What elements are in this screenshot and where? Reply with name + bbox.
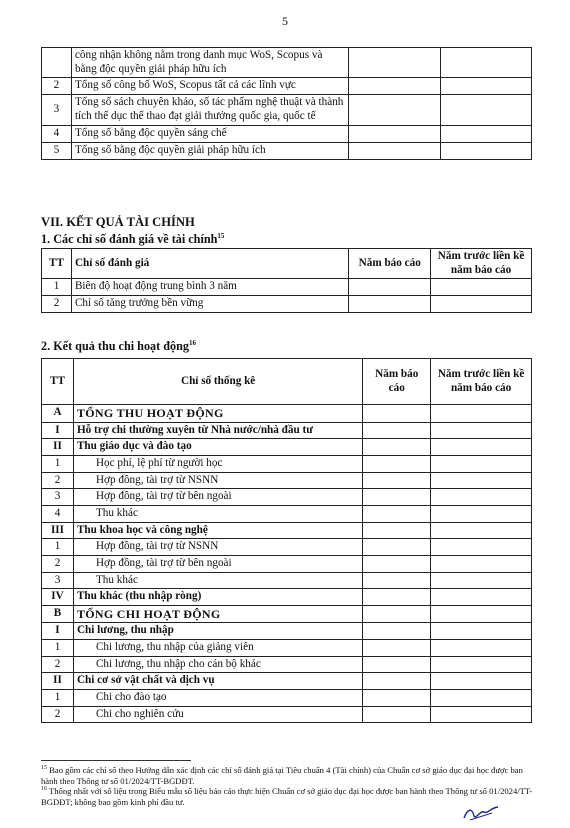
financial-indicators-table	[41, 248, 532, 313]
table-row	[42, 539, 532, 556]
page-number: 5	[282, 14, 288, 28]
row-number: 2	[42, 78, 72, 95]
table-row	[42, 489, 532, 506]
report-year-cell	[363, 589, 431, 606]
row-label: Tổng số công bố WoS, Scopus tất cả các lĩnh vực	[71, 78, 348, 95]
previous-year-cell	[431, 405, 532, 423]
footnotes	[41, 765, 533, 808]
subsection-financial-indicators: 1. Các chỉ số đánh giá về tài chính$^{15}$	[41, 232, 225, 247]
header-report-year: Năm báo cáo	[363, 359, 431, 405]
row-number	[42, 48, 72, 78]
table-row	[42, 472, 532, 489]
previous-year-cell	[431, 439, 532, 456]
table-row	[42, 605, 532, 623]
row-number: II	[42, 673, 74, 690]
report-year-cell	[363, 706, 431, 723]
report-year-cell	[363, 505, 431, 522]
row-number: 2	[42, 555, 74, 572]
row-number: 5	[42, 142, 72, 159]
header-tt: TT	[42, 249, 72, 279]
previous-year-cell	[441, 125, 532, 142]
row-number: 2	[42, 706, 74, 723]
row-number: 1	[42, 690, 74, 707]
footnote-separator	[41, 760, 191, 761]
table-row	[42, 690, 532, 707]
report-year-cell	[363, 690, 431, 707]
table-row	[42, 589, 532, 606]
row-label: Thu khác	[73, 505, 362, 522]
row-label: Tổng số bằng độc quyền giải pháp hữu ích	[71, 142, 348, 159]
row-label: Hợp đồng, tài trợ từ NSNN	[73, 472, 362, 489]
previous-year-cell	[431, 605, 532, 623]
previous-year-cell	[431, 690, 532, 707]
table-row	[42, 279, 532, 296]
row-label: Chỉ số tăng trưởng bền vững	[71, 295, 348, 312]
report-year-cell	[363, 439, 431, 456]
table-row	[42, 673, 532, 690]
row-number: 1	[42, 279, 72, 296]
row-number: 4	[42, 505, 74, 522]
row-label: Chi cho đào tạo	[73, 690, 362, 707]
row-label: Thu khác (thu nhập ròng)	[73, 589, 362, 606]
previous-year-cell	[441, 78, 532, 95]
row-label: TỔNG CHI HOẠT ĐỘNG	[73, 605, 362, 623]
previous-year-cell	[431, 673, 532, 690]
previous-year-cell	[431, 555, 532, 572]
footnote-16: $^{16}$ Thống nhất với số liệu trong Biểu mẫu số liệu báo cáo thực hiện Chuẩn cơ sở giáo dục đại học được ban hành theo Thông tư số 01/2024/TT-BGDĐT; không bao gồm kinh phí đầu tư.	[41, 786, 533, 808]
report-year-cell	[349, 78, 441, 95]
table-row	[42, 572, 532, 589]
row-label: Chi lương, thu nhập cho cán bộ khác	[73, 656, 362, 673]
report-year-cell	[349, 295, 431, 312]
table-row	[42, 555, 532, 572]
previous-year-cell	[431, 539, 532, 556]
table-row	[42, 405, 532, 423]
report-year-cell	[349, 142, 441, 159]
row-label: Thu khác	[73, 572, 362, 589]
row-number: I	[42, 623, 74, 640]
table-row	[42, 295, 532, 312]
row-number: 1	[42, 455, 74, 472]
table-row	[42, 95, 532, 125]
row-label: Biên độ hoạt động trung bình 3 năm	[71, 279, 348, 296]
table-row	[42, 505, 532, 522]
section-title-financial-results: VII. KẾT QUẢ TÀI CHÍNH	[41, 215, 195, 229]
table-row	[42, 455, 532, 472]
row-number: I	[42, 422, 74, 439]
row-number: 2	[42, 472, 74, 489]
table-row	[42, 640, 532, 657]
report-year-cell	[363, 572, 431, 589]
previous-year-cell	[441, 95, 532, 125]
report-year-cell	[349, 279, 431, 296]
previous-year-cell	[431, 279, 532, 296]
previous-year-cell	[431, 589, 532, 606]
previous-year-cell	[431, 455, 532, 472]
row-label: Hợp đồng, tài trợ từ NSNN	[73, 539, 362, 556]
table-row	[42, 439, 532, 456]
row-number: 2	[42, 295, 72, 312]
row-number: IV	[42, 589, 74, 606]
header-previous-year: Năm trước liền kề năm báo cáo	[431, 249, 532, 279]
report-year-cell	[363, 555, 431, 572]
report-year-cell	[349, 125, 441, 142]
report-year-cell	[349, 95, 441, 125]
report-year-cell	[363, 405, 431, 423]
table-row	[42, 78, 532, 95]
previous-year-cell	[431, 505, 532, 522]
row-label: Thu giáo dục và đào tạo	[73, 439, 362, 456]
report-year-cell	[363, 422, 431, 439]
row-label: Chi cho nghiên cứu	[73, 706, 362, 723]
row-number: 1	[42, 539, 74, 556]
previous-year-cell	[441, 142, 532, 159]
report-year-cell	[363, 455, 431, 472]
row-label: Tổng số bằng độc quyền sáng chế	[71, 125, 348, 142]
row-label: Hợp đồng, tài trợ từ bên ngoài	[73, 555, 362, 572]
table-row	[42, 125, 532, 142]
table-row	[42, 522, 532, 539]
table-row	[42, 656, 532, 673]
table-row	[42, 142, 532, 159]
row-number: 1	[42, 640, 74, 657]
report-year-cell	[363, 489, 431, 506]
previous-year-cell	[431, 656, 532, 673]
previous-year-cell	[431, 295, 532, 312]
row-number: II	[42, 439, 74, 456]
row-number: 3	[42, 572, 74, 589]
header-previous-year: Năm trước liền kề năm báo cáo	[431, 359, 532, 405]
report-year-cell	[363, 539, 431, 556]
row-label: công nhận không nằm trong danh mục WoS, Scopus và bằng độc quyền giải pháp hữu ích	[71, 48, 348, 78]
header-indicator: Chỉ số đánh giá	[71, 249, 348, 279]
table-row	[42, 48, 532, 78]
report-year-cell	[363, 673, 431, 690]
row-label: Hợp đồng, tài trợ từ bên ngoài	[73, 489, 362, 506]
report-year-cell	[363, 472, 431, 489]
report-year-cell	[363, 605, 431, 623]
footnote-15: $^{15}$ Bao gồm các chỉ số theo Hướng dẫn xác định các chỉ số đánh giá tại Tiêu chuẩn 4 (Tài chính) của Chuẩn cơ sở giáo dục đại học được ban hành theo Thông tư số 01/2024/TT-BGDĐT.	[41, 765, 523, 786]
row-label: Tổng số sách chuyên khảo, số tác phẩm nghệ thuật và thành tích thể dục thể thao đạt giải thưởng quốc gia, quốc tế	[71, 95, 348, 125]
previous-year-cell	[431, 522, 532, 539]
row-number: III	[42, 522, 74, 539]
report-year-cell	[363, 656, 431, 673]
previous-year-cell	[431, 572, 532, 589]
table-row	[42, 422, 532, 439]
row-label: TỔNG THU HOẠT ĐỘNG	[73, 405, 362, 423]
subsection-revenue-expense: 2. Kết quả thu chi hoạt động$^{16}$	[41, 339, 196, 354]
row-number: A	[42, 405, 74, 423]
initials-signature	[462, 804, 500, 822]
previous-year-cell	[431, 472, 532, 489]
research-output-table	[41, 47, 532, 160]
row-label: Chi cơ sở vật chất và dịch vụ	[73, 673, 362, 690]
table-row	[42, 706, 532, 723]
previous-year-cell	[431, 623, 532, 640]
row-label: Chi lương, thu nhập của giảng viên	[73, 640, 362, 657]
previous-year-cell	[431, 640, 532, 657]
header-tt: TT	[42, 359, 74, 405]
row-label: Chi lương, thu nhập	[73, 623, 362, 640]
previous-year-cell	[431, 489, 532, 506]
table-row	[42, 623, 532, 640]
row-number: B	[42, 605, 74, 623]
header-statistic: Chỉ số thống kê	[73, 359, 362, 405]
revenue-expense-table	[41, 358, 532, 723]
row-label: Hỗ trợ chi thường xuyên từ Nhà nước/nhà đầu tư	[73, 422, 362, 439]
report-year-cell	[363, 640, 431, 657]
row-label: Học phí, lệ phí từ người học	[73, 455, 362, 472]
row-number: 3	[42, 489, 74, 506]
row-number: 4	[42, 125, 72, 142]
report-year-cell	[349, 48, 441, 78]
report-year-cell	[363, 623, 431, 640]
previous-year-cell	[431, 706, 532, 723]
previous-year-cell	[441, 48, 532, 78]
header-report-year: Năm báo cáo	[349, 249, 431, 279]
row-number: 3	[42, 95, 72, 125]
row-number: 2	[42, 656, 74, 673]
previous-year-cell	[431, 422, 532, 439]
report-year-cell	[363, 522, 431, 539]
row-label: Thu khoa học và công nghệ	[73, 522, 362, 539]
